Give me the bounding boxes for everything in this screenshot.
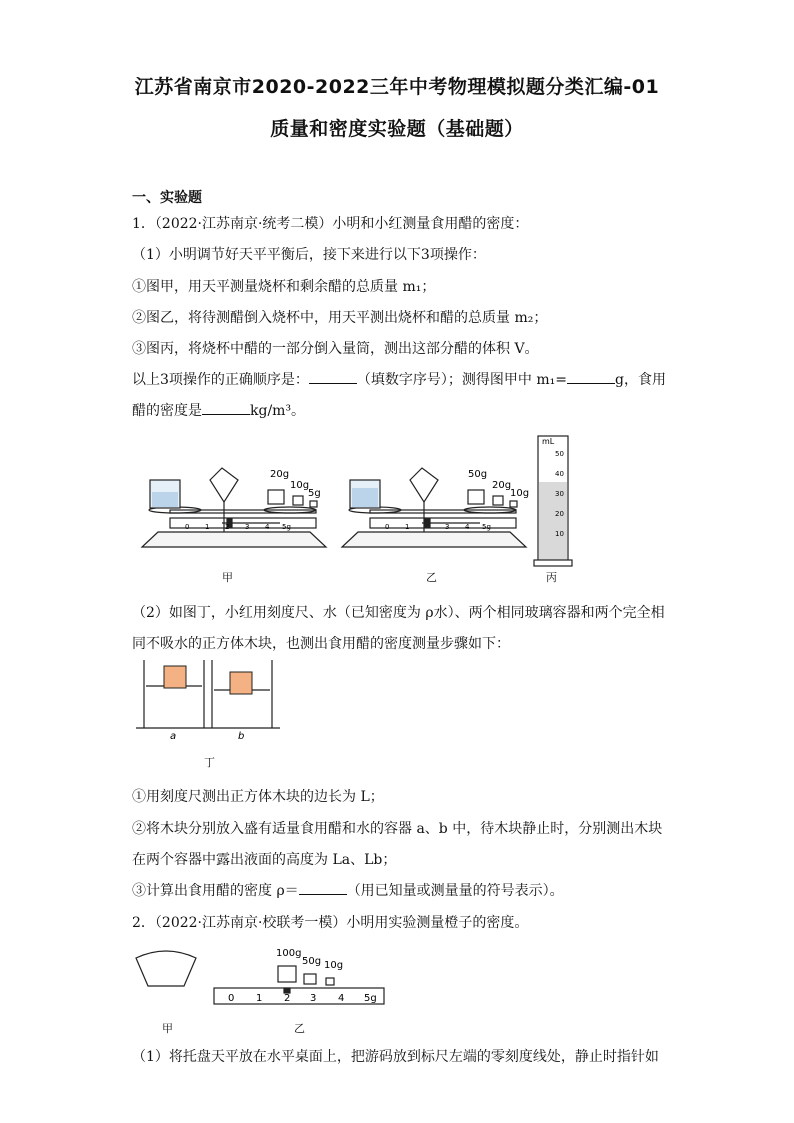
q1-question-line: 以上3项操作的正确顺序是： （填数字序号）；测得图甲中 m₁= g，食用: [132, 372, 666, 388]
container-a-label: a: [170, 731, 177, 740]
q1-step3: ③图丙，将烧杯中醋的一部分倒入量筒，测出这部分醋的体积 V。: [132, 341, 539, 357]
weight-50g: 50g: [302, 956, 322, 967]
svg-text:3: 3: [445, 523, 450, 531]
scale-ruler: [214, 966, 384, 1004]
weight-100g: 100g: [276, 948, 302, 959]
doc-title-line2: 质量和密度实验题（基础题）: [270, 118, 524, 140]
svg-text:10: 10: [555, 530, 564, 538]
q1-step1: ①图甲，用天平测量烧杯和剩余醋的总质量 m₁；: [132, 279, 436, 295]
svg-text:4: 4: [338, 993, 345, 1004]
answer-blank[interactable]: [309, 371, 357, 384]
measuring-cylinder: [534, 436, 572, 566]
svg-text:1: 1: [205, 523, 210, 531]
svg-text:4: 4: [465, 523, 470, 531]
svg-text:0: 0: [385, 523, 390, 531]
containers-figure: [132, 660, 282, 740]
q1-step2: ②图乙，将待测醋倒入烧杯中，用天平测出烧杯和醋的总质量 m₂；: [132, 310, 548, 326]
svg-text:30: 30: [555, 490, 564, 498]
fig-label-ding: 丁: [204, 756, 215, 769]
weight-20g-b: 20g: [492, 480, 512, 491]
svg-text:50: 50: [555, 450, 564, 458]
svg-text:3: 3: [310, 993, 317, 1004]
answer-blank[interactable]: [202, 402, 250, 415]
q1-stem: 1．（2022·江苏南京·统考二模）小明和小红测量食用醋的密度：: [132, 216, 529, 232]
svg-text:2: 2: [284, 993, 291, 1004]
svg-text:5g: 5g: [482, 523, 491, 531]
q2-figure: [130, 938, 390, 1018]
svg-text:1: 1: [405, 523, 410, 531]
q1-step-t1: ①用刻度尺测出正方体木块的边长为 L；: [132, 789, 384, 805]
fig-label-jia: 甲: [222, 571, 233, 584]
svg-text:4: 4: [265, 523, 270, 531]
q1-part2-line2: 同不吸水的正方体木块，也测出食用醋的密度测量步骤如下：: [132, 636, 510, 652]
doc-title-line1: 江苏省南京市2020-2022三年中考物理模拟题分类汇编-01: [134, 76, 660, 98]
svg-text:40: 40: [555, 470, 564, 478]
q1-part1: （1）小明调节好天平平衡后，接下来进行以下3项操作：: [132, 247, 486, 263]
q1-step-t3: ③计算出食用醋的密度 ρ＝ （用已知量或测量量的符号表示）。: [132, 883, 564, 899]
pointer-dial: [136, 951, 196, 986]
svg-text:2: 2: [225, 523, 230, 531]
q2-stem: 2．（2022·江苏南京·校联考一模）小明用实验测量橙子的密度。: [132, 915, 529, 931]
cylinder-unit: mL: [542, 437, 555, 446]
weight-5g: 5g: [308, 488, 321, 499]
answer-blank[interactable]: [299, 882, 347, 895]
weight-10g: 10g: [324, 960, 344, 971]
svg-text:20: 20: [555, 510, 564, 518]
fig-label-yi: 乙: [426, 571, 437, 584]
container-b-label: b: [238, 731, 245, 740]
q2-part1: （1）将托盘天平放在水平桌面上，把游码放到标尺左端的零刻度线处，静止时指针如: [132, 1049, 659, 1065]
q1-step-t2a: ②将木块分别放入盛有适量食用醋和水的容器 a、b 中，待木块静止时，分别测出木块: [132, 821, 663, 837]
q2-fig-label-jia: 甲: [162, 1022, 173, 1035]
svg-text:0: 0: [228, 993, 235, 1004]
q1-step-t2b: 在两个容器中露出液面的高度为 La、Lb；: [132, 852, 397, 868]
weight-10g-b: 10g: [510, 488, 530, 499]
weight-20g: 20g: [270, 469, 290, 480]
answer-blank[interactable]: [567, 371, 615, 384]
svg-text:3: 3: [245, 523, 250, 531]
section-heading: 一、实验题: [132, 190, 202, 206]
svg-text:5g: 5g: [364, 993, 377, 1004]
q2-fig-label-yi: 乙: [294, 1022, 305, 1035]
q1-part2-line1: （2）如图丁，小红用刻度尺、水（已知密度为 ρ水）、两个相同玻璃容器和两个完全相: [132, 605, 665, 621]
svg-text:5g: 5g: [282, 523, 291, 531]
fig-label-bing: 丙: [546, 571, 557, 584]
weight-50g: 50g: [468, 469, 488, 480]
svg-text:0: 0: [185, 523, 190, 531]
q1-question-line2: 醋的密度是 kg/m³。: [132, 403, 306, 419]
balance-figure: [130, 432, 650, 592]
weight-10g: 10g: [290, 480, 310, 491]
svg-text:1: 1: [256, 993, 263, 1004]
